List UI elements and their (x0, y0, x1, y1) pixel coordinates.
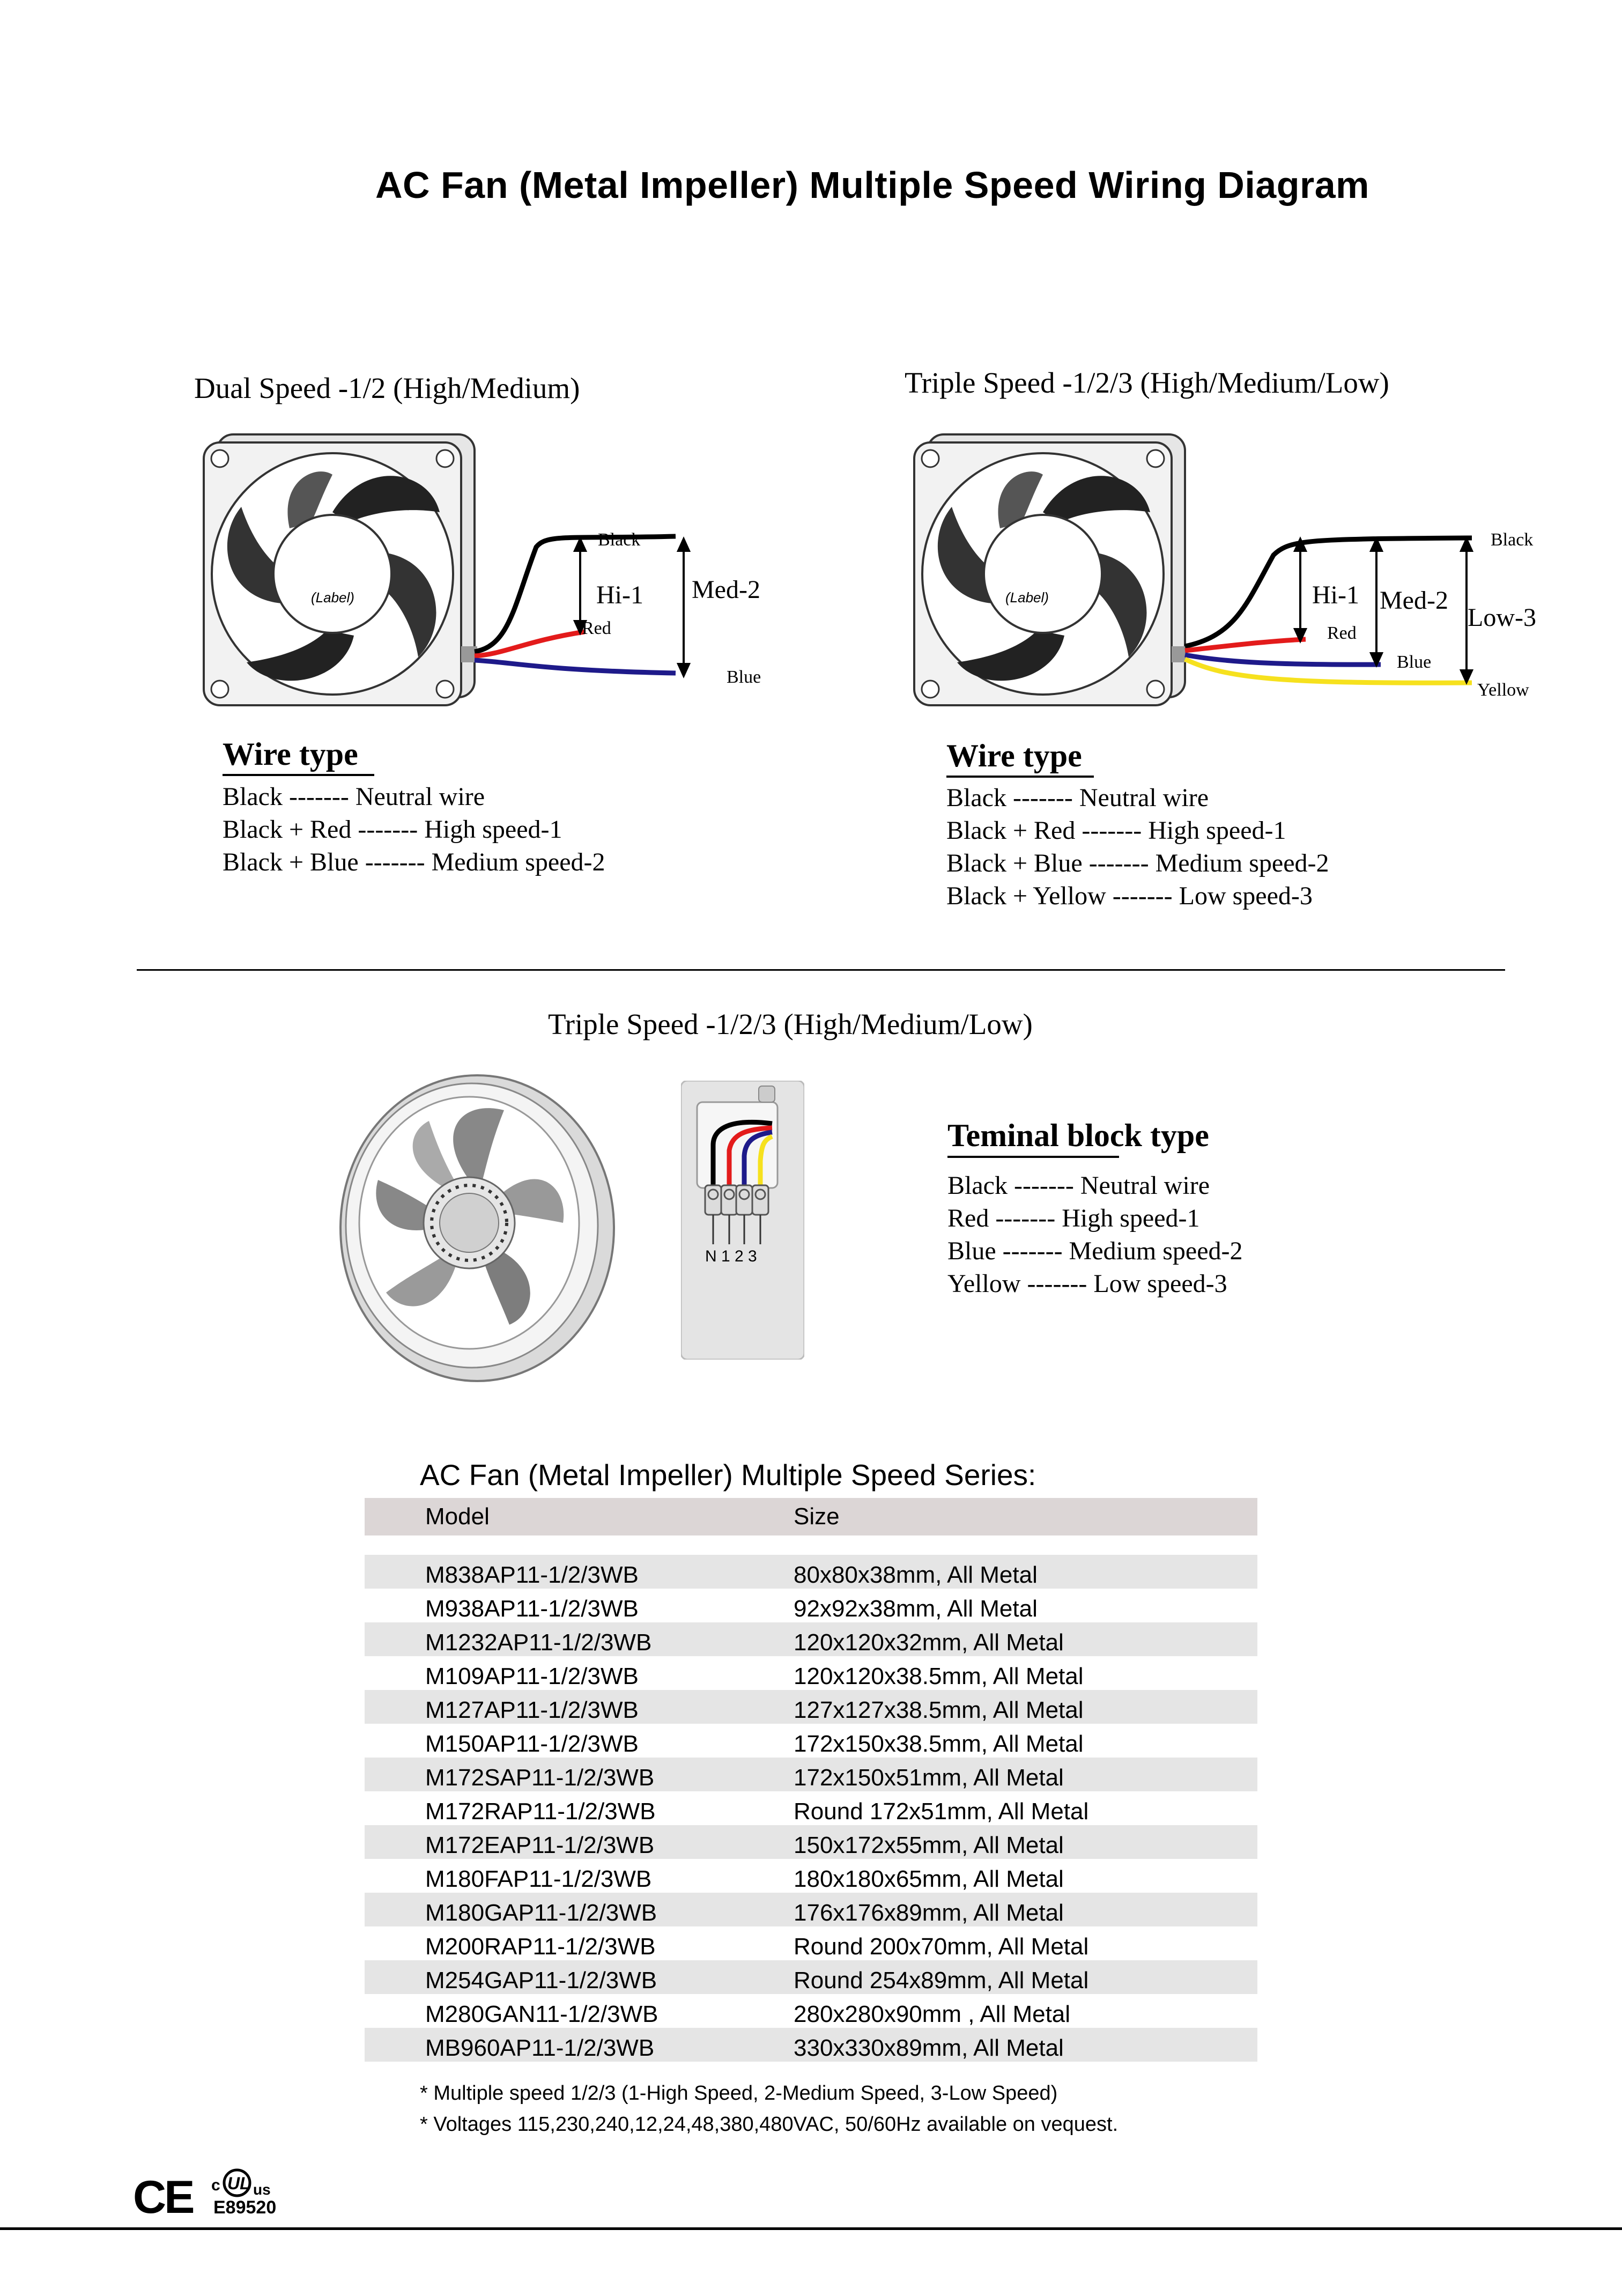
terminal-block-image (681, 1081, 804, 1360)
terminal-block-title: Teminal block type (947, 1118, 1209, 1153)
size-cell: 280x280x90mm , All Metal (794, 1994, 1257, 2028)
terminal-speed-heading: Triple Speed -1/2/3 (High/Medium/Low) (548, 1008, 1033, 1040)
size-cell: Round 200x70mm, All Metal (794, 1926, 1257, 1960)
triple-wire-type-underline (946, 776, 1094, 778)
table-row (365, 1589, 1257, 1622)
size-cell: Round 254x89mm, All Metal (794, 1960, 1257, 1994)
model-cell: M127AP11-1/2/3WB (365, 1690, 794, 1724)
size-cell: 150x172x55mm, All Metal (794, 1825, 1257, 1859)
terminal-title-underline (947, 1156, 1119, 1158)
dual-wire-type-title: Wire type (223, 736, 358, 772)
blue-wire-label: Blue (1397, 652, 1432, 672)
table-row (365, 1656, 1257, 1690)
svg-text:us: us (253, 2181, 271, 2198)
terminal-screws (705, 1185, 768, 1215)
terminal-line: Red ------- High speed-1 (947, 1204, 1200, 1232)
series-title: AC Fan (Metal Impeller) Multiple Speed Series: (420, 1458, 1036, 1492)
dual-wire-type-underline (223, 774, 374, 776)
size-cell: 172x150x51mm, All Metal (794, 1758, 1257, 1791)
table-row (365, 2028, 1257, 2062)
table-spacer (365, 1535, 1257, 1555)
dual-speed-diagram (193, 426, 804, 716)
table-row (365, 1555, 1257, 1589)
ce-mark: CE (133, 2172, 193, 2223)
yellow-wire-label: Yellow (1477, 680, 1529, 700)
size-cell: 92x92x38mm, All Metal (794, 1589, 1257, 1622)
table-row (365, 1926, 1257, 1960)
model-cell: M838AP11-1/2/3WB (365, 1555, 794, 1589)
round-fan-image (327, 1067, 622, 1384)
note-voltages: * Voltages 115,230,240,12,24,48,380,480VAC, 50/60Hz available on vequest. (420, 2113, 1119, 2136)
wire-line: Black + Blue ------- Medium speed-2 (946, 849, 1329, 877)
black-wire-label: Black (1491, 530, 1534, 550)
terminal-line: Black ------- Neutral wire (947, 1171, 1210, 1200)
model-cell: M180GAP11-1/2/3WB (365, 1893, 794, 1926)
wire-line: Black ------- Neutral wire (223, 782, 485, 811)
table-row (365, 1724, 1257, 1758)
triple-speed-heading: Triple Speed -1/2/3 (High/Medium/Low) (905, 366, 1389, 399)
terminal-labels: N 1 2 3 (705, 1247, 757, 1265)
table-row (365, 1690, 1257, 1724)
med-2-label: Med-2 (1380, 586, 1448, 615)
triple-speed-diagram (903, 426, 1563, 716)
model-cell: M172SAP11-1/2/3WB (365, 1758, 794, 1791)
page-title: AC Fan (Metal Impeller) Multiple Speed Wiring Diagram (375, 164, 1369, 206)
size-cell: 180x180x65mm, All Metal (794, 1859, 1257, 1893)
table-row (365, 1859, 1257, 1893)
model-cell: M172EAP11-1/2/3WB (365, 1825, 794, 1859)
table-row (365, 1758, 1257, 1791)
blue-wire-label: Blue (727, 667, 761, 687)
size-cell: 120x120x32mm, All Metal (794, 1622, 1257, 1656)
size-cell: 330x330x89mm, All Metal (794, 2028, 1257, 2062)
model-cell: M1232AP11-1/2/3WB (365, 1622, 794, 1656)
model-cell: M180FAP11-1/2/3WB (365, 1859, 794, 1893)
triple-wire-type-title: Wire type (946, 738, 1082, 773)
model-cell: M254GAP11-1/2/3WB (365, 1960, 794, 1994)
hi-1-label: Hi-1 (1312, 581, 1359, 609)
red-wire-label: Red (1327, 623, 1357, 643)
header-model: Model (365, 1498, 794, 1535)
fan-label-text: (Label) (1005, 589, 1049, 606)
size-cell: 176x176x89mm, All Metal (794, 1893, 1257, 1926)
black-wire-label: Black (598, 530, 641, 550)
wire-line: Black + Blue ------- Medium speed-2 (223, 848, 605, 876)
model-cell: M200RAP11-1/2/3WB (365, 1926, 794, 1960)
model-cell: MB960AP11-1/2/3WB (365, 2028, 794, 2062)
table-row (365, 1791, 1257, 1825)
size-cell: 120x120x38.5mm, All Metal (794, 1656, 1257, 1690)
round-fan-icon (340, 1075, 614, 1381)
med-2-label: Med-2 (692, 575, 760, 604)
square-fan-icon (204, 434, 477, 705)
ul-file-number: E89520 (213, 2197, 277, 2218)
table-row (365, 1893, 1257, 1926)
low-3-label: Low-3 (1468, 603, 1536, 632)
terminal-wire-list (947, 1169, 1242, 1300)
hi-1-label: Hi-1 (596, 581, 643, 609)
triple-wire-list (946, 781, 1329, 912)
terminal-line: Yellow ------- Low speed-3 (947, 1269, 1227, 1298)
size-cell: 172x150x38.5mm, All Metal (794, 1724, 1257, 1758)
note-speeds: * Multiple speed 1/2/3 (1-High Speed, 2-Medium Speed, 3-Low Speed) (420, 2082, 1058, 2105)
table-row (365, 1994, 1257, 2028)
terminal-line: Blue ------- Medium speed-2 (947, 1237, 1243, 1265)
blue-wire (475, 660, 676, 673)
wire-line: Black + Red ------- High speed-1 (946, 816, 1286, 845)
footer-line (0, 2227, 1622, 2230)
dual-wire-list (223, 780, 605, 878)
square-fan-icon (914, 434, 1188, 705)
model-cell: M150AP11-1/2/3WB (365, 1724, 794, 1758)
size-cell: Round 172x51mm, All Metal (794, 1791, 1257, 1825)
table-row (365, 1825, 1257, 1859)
header-size: Size (794, 1498, 1257, 1535)
section-divider (137, 969, 1505, 971)
series-table (365, 1498, 1257, 2062)
table-header-row (365, 1498, 1257, 1535)
svg-text:c: c (211, 2176, 220, 2194)
table-row (365, 1622, 1257, 1656)
dual-speed-heading: Dual Speed -1/2 (High/Medium) (194, 372, 580, 404)
wire-line: Black ------- Neutral wire (946, 784, 1209, 812)
table-row (365, 1960, 1257, 1994)
blue-wire (1185, 655, 1381, 665)
model-cell: M938AP11-1/2/3WB (365, 1589, 794, 1622)
red-wire-label: Red (582, 618, 611, 638)
wire-line: Black + Yellow ------- Low speed-3 (946, 882, 1313, 910)
svg-text:UL: UL (227, 2174, 250, 2193)
wire-line: Black + Red ------- High speed-1 (223, 815, 562, 844)
fan-label-text: (Label) (311, 589, 354, 606)
model-cell: M172RAP11-1/2/3WB (365, 1791, 794, 1825)
model-cell: M109AP11-1/2/3WB (365, 1656, 794, 1690)
size-cell: 80x80x38mm, All Metal (794, 1555, 1257, 1589)
size-cell: 127x127x38.5mm, All Metal (794, 1690, 1257, 1724)
model-cell: M280GAN11-1/2/3WB (365, 1994, 794, 2028)
